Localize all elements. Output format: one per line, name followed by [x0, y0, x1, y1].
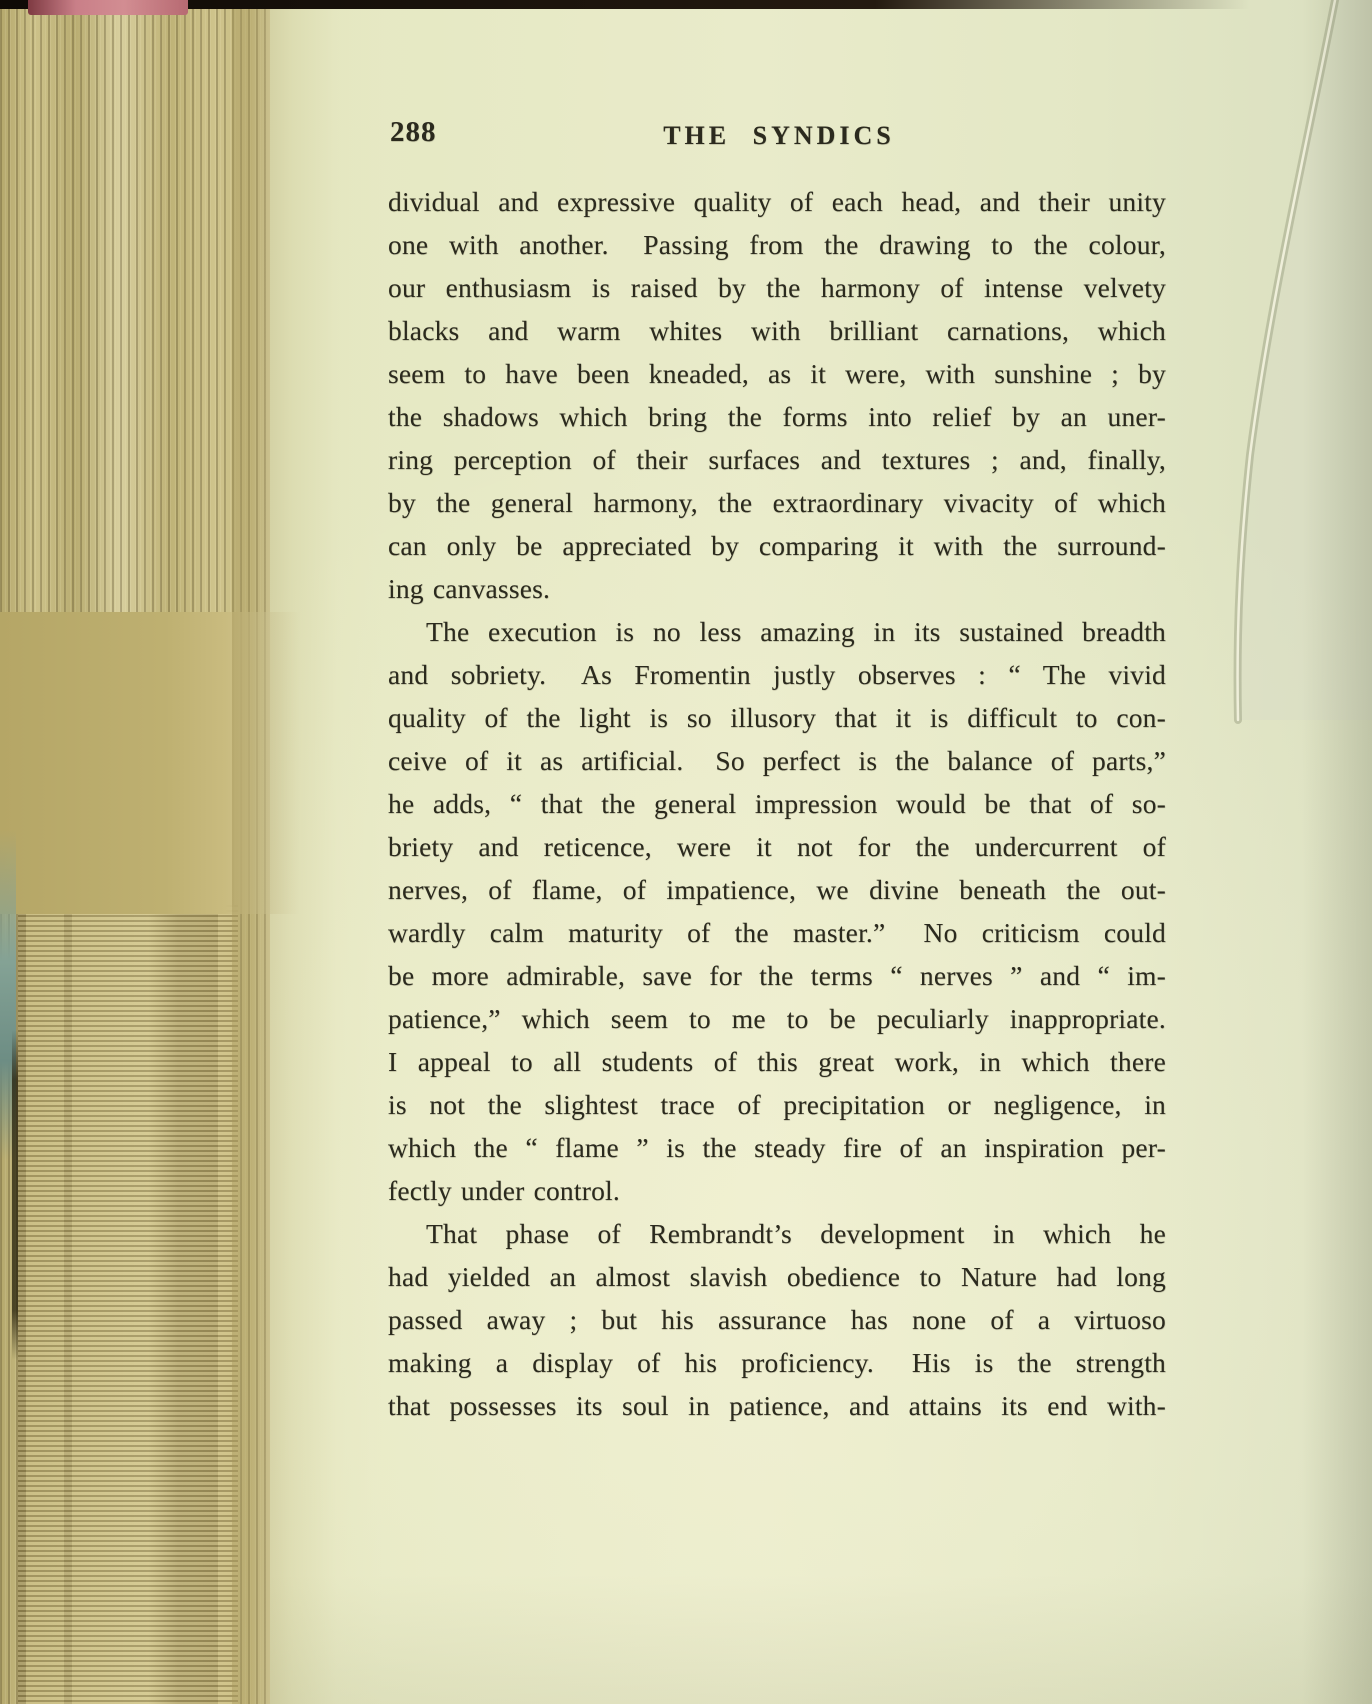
- text-line: briety and reticence, were it not for the undercurrent of: [388, 831, 1166, 862]
- text-line: I appeal to all students of this great work, in which there: [388, 1046, 1166, 1077]
- text-line: ing canvasses.: [388, 573, 551, 604]
- text-line: is not the slightest trace of precipitation or negligence, in: [388, 1089, 1166, 1120]
- bottom-shading: [270, 1574, 1372, 1704]
- fore-edge-striations: [18, 905, 238, 1704]
- text-line: making a display of his proficiency. His is the strength: [388, 1347, 1166, 1378]
- paragraph: [388, 180, 1166, 610]
- text-line: which the “ flame ” is the steady fire of an inspiration per-: [388, 1132, 1166, 1163]
- text-line: The execution is no less amazing in its sustained breadth: [426, 616, 1166, 647]
- text-line: our enthusiasm is raised by the harmony of intense velvety: [388, 272, 1166, 303]
- text-line: That phase of Rembrandt’s development in which he: [426, 1218, 1166, 1249]
- text-line: ring perception of their surfaces and textures ; and, finally,: [388, 444, 1166, 475]
- text-line: the shadows which bring the forms into relief by an uner-: [388, 401, 1166, 432]
- text-line: quality of the light is so illusory that it is difficult to con-: [388, 702, 1166, 733]
- text-line: dividual and expressive quality of each head, and their unity: [388, 186, 1166, 217]
- text-line: can only be appreciated by comparing it with the surround-: [388, 530, 1166, 561]
- text-line: fectly under control.: [388, 1175, 620, 1206]
- body-text: [388, 180, 1166, 1427]
- running-header: THE SYNDICS: [663, 121, 895, 150]
- paragraph: [388, 1212, 1166, 1427]
- text-line: ceive of it as artificial. So perfect is the balance of parts,”: [388, 745, 1166, 776]
- text-line: by the general harmony, the extraordinary vivacity of which: [388, 487, 1166, 518]
- right-edge-shading: [1302, 0, 1372, 1704]
- text-line: be more admirable, save for the terms “ nerves ” and “ im-: [388, 960, 1166, 991]
- text-line: patience,” which seem to me to be peculiarly inappropriate.: [388, 1003, 1166, 1034]
- text-line: blacks and warm whites with brilliant carnations, which: [388, 315, 1166, 346]
- text-line: nerves, of flame, of impatience, we divine beneath the out-: [388, 874, 1166, 905]
- pink-bookmark-edge: [28, 0, 188, 15]
- text-line: passed away ; but his assurance has none of a virtuoso: [388, 1304, 1166, 1335]
- paragraph: [388, 610, 1166, 1212]
- text-line: and sobriety. As Fromentin justly observes : “ The vivid: [388, 659, 1166, 690]
- text-line: had yielded an almost slavish obedience to Nature had long: [388, 1261, 1166, 1292]
- text-line: one with another. Passing from the drawing to the colour,: [388, 229, 1166, 260]
- edge-to-page-gradient: [232, 0, 382, 1704]
- page-number: 288: [390, 116, 437, 148]
- text-line: that possesses its soul in patience, and attains its end with-: [388, 1390, 1166, 1421]
- text-line: he adds, “ that the general impression would be that of so-: [388, 788, 1166, 819]
- text-line: seem to have been kneaded, as it were, with sunshine ; by: [388, 358, 1166, 389]
- fore-edge-dark-line: [12, 1030, 18, 1360]
- text-line: wardly calm maturity of the master.” No criticism could: [388, 917, 1166, 948]
